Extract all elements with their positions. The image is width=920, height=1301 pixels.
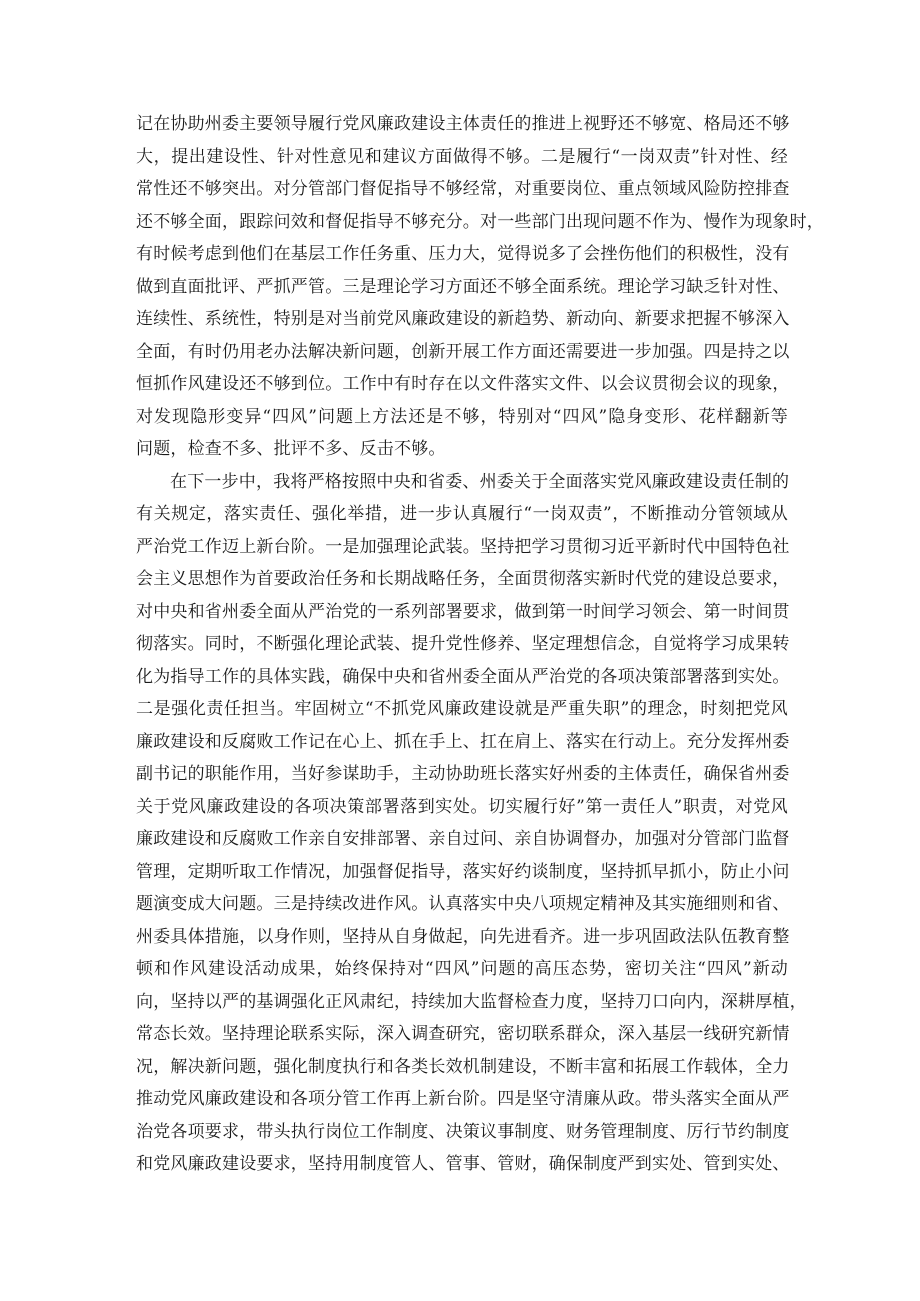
- text-line: 会主义思想作为首要政治任务和长期战略任务，全面贯彻落实新时代党的建设总要求，: [136, 569, 790, 589]
- text-line: 州委具体措施，以身作则，坚持从自身做起，向先进看齐。进一步巩固政法队伍教育整: [136, 926, 790, 947]
- text-line: 连续性、系统性，特别是对当前党风廉政建设的新趋势、新动向、新要求把握不够深入: [136, 309, 790, 329]
- paragraph-end-line: 问题，检查不多、批评不多、反击不够。: [136, 439, 446, 459]
- text-line: 和党风廉政建设要求，坚持用制度管人、管事、管财，确保制度严到实处、管到实处、: [136, 1154, 790, 1174]
- text-line: 副书记的职能作用，当好参谋助手，主动协助班长落实好州委的主体责任，确保省州委: [136, 764, 790, 784]
- text-line: 况，解决新问题，强化制度执行和各类长效机制建设，不断丰富和拓展工作载体，全力: [136, 1056, 790, 1077]
- text-line: 管理，定期听取工作情况，加强督促指导，落实好约谈制度，坚持抓早抓小，防止小问: [136, 861, 790, 882]
- text-line: 化为指导工作的具体实践，确保中央和省州委全面从严治党的各项决策部署落到实处。: [136, 666, 790, 687]
- text-line: 推动党风廉政建设和各项分管工作再上新台阶。四是坚守清廉从政。带头落实全面从严: [136, 1089, 790, 1109]
- text-line: 治党各项要求，带头执行岗位工作制度、决策议事制度、财务管理制度、厉行节约制度: [136, 1121, 790, 1142]
- text-line: 常态长效。坚持理论联系实际，深入调查研究，密切联系群众，深入基层一线研究新情: [136, 1024, 790, 1044]
- text-line: 记在协助州委主要领导履行党风廉政建设主体责任的推进上视野还不够宽、格局还不够: [136, 114, 790, 134]
- text-line: 关于党风廉政建设的各项决策部署落到实处。切实履行好”第一责任人”职责，对党风: [136, 796, 788, 817]
- text-line: 做到直面批评、严抓严管。三是理论学习方面还不够全面系统。理论学习缺乏针对性、: [136, 276, 790, 297]
- text-line: 有关规定，落实责任、强化举措，进一步认真履行“一岗双责”，不断推动分管领域从: [136, 504, 788, 524]
- text-line: 廉政建设和反腐败工作记在心上、抓在手上、扛在肩上、落实在行动上。充分发挥州委: [136, 731, 790, 752]
- text-line: 彻落实。同时，不断强化理论武装、提升党性修养、坚定理想信念，自觉将学习成果转: [136, 634, 790, 654]
- text-line: 常性还不够突出。对分管部门督促指导不够经常，对重要岗位、重点领域风险防控排查: [136, 179, 790, 199]
- text-line: 对中央和省州委全面从严治党的一系列部署要求，做到第一时间学习领会、第一时间贯: [136, 601, 790, 622]
- text-line: 二是强化责任担当。牢固树立“不抓党风廉政建设就是严重失职”的理念，时刻把党风: [136, 699, 788, 719]
- text-line: 严治党工作迈上新台阶。一是加强理论武装。坚持把学习贯彻习近平新时代中国特色社: [136, 536, 790, 557]
- text-line: 顿和作风建设活动成果，始终保持对“四风”问题的高压态势，密切关注“四风”新动: [136, 959, 788, 979]
- document-body: [136, 108, 824, 1181]
- paragraph-start-line: 在下一步中，我将严格按照中央和省委、州委关于全面落实党风廉政建设责任制的: [170, 471, 790, 492]
- text-line: 全面，有时仍用老办法解决新问题，创新开展工作方面还需要进一步加强。四是持之以: [136, 341, 790, 362]
- text-line: 大，提出建设性、针对性意见和建议方面做得不够。二是履行“一岗双责”针对性、经: [136, 146, 788, 167]
- text-line: 对发现隐形变异“四风”问题上方法还是不够，特别对“四风”隐身变形、花样翻新等: [136, 406, 788, 427]
- text-line: 廉政建设和反腐败工作亲自安排部署、亲自过问、亲自协调督办，加强对分管部门监督: [136, 829, 790, 849]
- text-line: 题演变成大问题。三是持续改进作风。认真落实中央八项规定精神及其实施细则和省、: [136, 894, 790, 914]
- text-line: 有时候考虑到他们在基层工作任务重、压力大，觉得说多了会挫伤他们的积极性，没有: [136, 244, 790, 264]
- text-line: 恒抓作风建设还不够到位。工作中有时存在以文件落实文件、以会议贯彻会议的现象，: [136, 374, 790, 394]
- text-line: 向，坚持以严的基调强化正风肃纪，持续加大监督检查力度，坚持刀口向内，深耕厚植，: [136, 991, 807, 1012]
- text-line: 还不够全面，跟踪问效和督促指导不够充分。对一些部门出现问题不作为、慢作为现象时，: [136, 211, 824, 232]
